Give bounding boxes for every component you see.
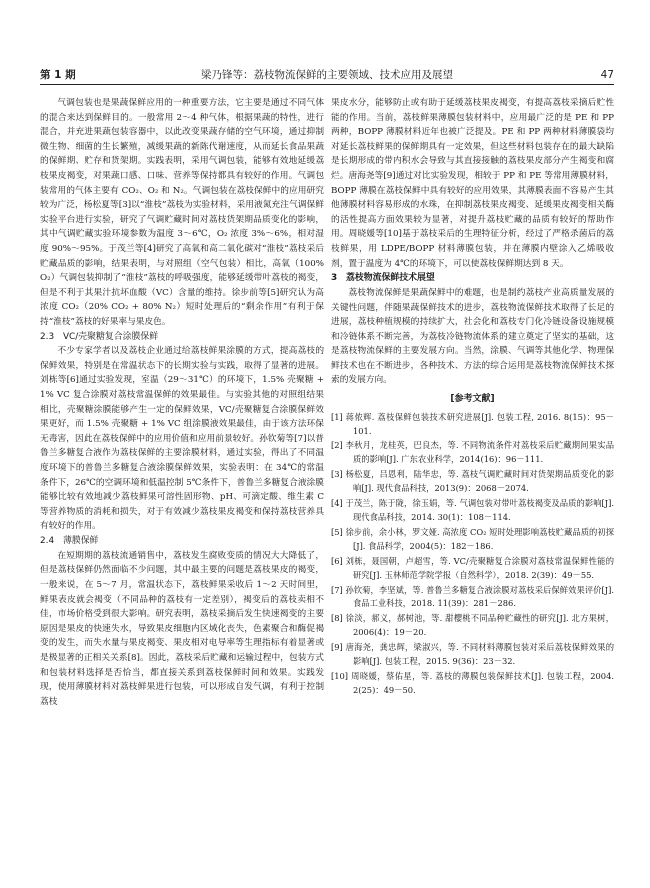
reference-text: 蒋侬辉. 荔枝保鲜包装技术研究进展[J]. 包装工程, 2016. 8(15)：95－101. xyxy=(345,411,615,436)
reference-number: [3] xyxy=(331,469,343,480)
section-heading: 2.3 VC/壳聚糖复合涂膜保鲜 xyxy=(40,331,159,342)
page-number: 47 xyxy=(600,69,614,81)
reference-item xyxy=(331,468,614,496)
reference-item xyxy=(331,555,614,583)
reference-item xyxy=(331,641,614,669)
reference-item xyxy=(331,411,614,439)
reference-item xyxy=(331,439,614,467)
paragraph: 气调包装也是果蔬保鲜应用的一种重要方法，它主要是通过不同气体的混合来达到保鲜目的。一般常用 2～4 种气体，根据果蔬的特性，进行混合，并充进果蔬包装容器中，以此改变果蔬存储的空气环境，通过抑制微生物、细菌的生长繁殖，减缓果蔬的新陈代谢速度，从而延长食品果蔬的保鲜期、贮存和货架期。实践表明，采用气调包装，能够有效地延缓荔枝果皮褐变，对果蔬口感、口味、营养等保持都具有较好的作用。气调包装常用的气体主要有 CO₂、O₂ 和 N₂。气调包装在荔枝保鲜中的应用研究较为广泛，杨松夏等[3]以“淮枝”荔枝为实验材料，采用液氮充注气调保鲜实验平台进行实验，研究了气调贮藏时间对荔枝货架期品质变化的影响，其中气调贮藏实验环境参数为温度 3～6℃，O₂ 浓度 3%～6%，相对湿度 90%～95%。于茂兰等[4]研究了高氧和高二氧化碳对“淮枝”荔枝采后贮藏品质的影响，结果表明，与对照组（空气包装）相比，高氧（100% O₂）气调包装抑制了“淮枝”荔枝的呼吸强度，能够延缓带叶荔枝的褐变，但是不利于其果汁抗坏血酸（VC）含量的维持。徐步前等[5]研究认为高浓度 CO₂（20% CO₂ + 80% N₂）短时处理后的“剩余作用”有利于保持“淮枝”荔枝的好果率与果皮色。 xyxy=(40,98,324,327)
reference-number: [2] xyxy=(331,440,343,451)
issue-label: 第 1 期 xyxy=(40,69,76,81)
paragraph: 果皮水分，能够防止或有助于延缓荔枝果皮褐变，有提高荔枝采摘后贮性能的作用。当前，荔枝鲜果薄膜包装材料中，应用最广泛的是 PE 和 PP 两种，BOPP 薄膜材料近年也被广泛提及。PE 和 PP 两种材料薄膜袋均对延长荔枝鲜果的保鲜期具有一定效果，但这些材料包装存在的最大缺陷是长期形成的带内积水会导致与其直接接触的荔枝果皮部分产生褐变和腐烂。唐海尧等[9]通过对比实验发现，相较于 PP 和 PE 等常用薄膜材料，BOPP 薄膜在荔枝保鲜中具有较好的应用效果，其薄膜表面不容易产生其他薄膜材料容易形成的水珠，在抑制荔枝果皮褐变、延缓果皮褐变相关酶的活性提高方面效果较为显著，对提升荔枝贮藏的品质有较好的帮助作用。周晓媛等[10]基于荔枝采后的生理特征分析，经过了严格杀菌后的荔枝鲜果，用 LDPE/BOPP 材料薄膜包装，并在薄膜内壁涂入乙烯吸收剂，置于温度为 4℃的环境下，可以使荔枝保鲜期达到 8 天。 xyxy=(331,98,614,269)
reference-text: 于茂兰，陈于陇，徐玉娟，等. 气调包装对带叶荔枝褐变及品质的影响[J]. 现代食品科技，2014. 30(1)：108－114. xyxy=(345,498,614,523)
header-rule xyxy=(40,84,614,85)
reference-text: 杨松夏，吕恩利，陆华忠，等. 荔枝气调贮藏时间对货架期品质变化的影响[J]. 现代食品科技，2013(9)：2068－2074. xyxy=(345,469,615,494)
reference-text: 徐步前，余小林，罗文娅. 高浓度 CO₂ 短时处理影响荔枝贮藏品质的初探[J]. 食品科学，2004(5)：182－186. xyxy=(345,526,614,551)
reference-text: 孙钦菊，李坚斌，等. 普鲁兰多糖复合液涂膜对荔枝采后保鲜效果评价[J]. 食品工业科技，2018. 11(39)：281－286. xyxy=(345,584,614,609)
reference-text: 李秋月，龙桂英，巴良杰，等. 不同物流条件对荔枝采后贮藏期间果实品质的影响[J]. 广东农业科学，2014(16)：96－111. xyxy=(345,440,615,465)
reference-item xyxy=(331,497,614,525)
references-title: [参考文献] xyxy=(450,394,495,405)
reference-number: [5] xyxy=(331,526,343,537)
reference-text: 唐海尧，龚忠辉，梁淑兴，等. 不同材料薄膜包装对采后荔枝保鲜效果的影响[J]. 包装工程，2015. 9(36)：23－32. xyxy=(345,642,615,667)
paragraph: 不少专家学者以及荔枝企业通过给荔枝鲜果涂膜的方式，提高荔枝的保鲜效果，特别是在常温状态下的长期实验与实践，取得了显著的进展。刘栋等[6]通过实验发现，室温（29～31℃）的环境下，1.5% 壳聚糖 + 1% VC 复合涂膜对荔枝常温保鲜的效果最佳。与实验其他的对照组结果相比，壳聚糖涂膜能够产生一定的保鲜效果，VC/壳聚糖复合涂膜保鲜效果更好，而 1.5% 壳聚糖 + 1% VC 组涂膜液效果最佳，由于该方法环保无毒害，因此在荔枝保鲜中的应用价值和应用前景较好。孙钦菊等[7]以普鲁兰多糖复合液作为荔枝保鲜的主要涂膜材料，通过实验，得出了不同温度环境下的普鲁兰多糖复合液涂膜保鲜效果，实验表明：在 34℃的常温条件下，26℃的空调环境和低温控制 5℃条件下，普鲁兰多糖复合液涂膜能够比较有效地减少荔枝鲜果可溶性固形物、pH、可滴定酸、维生素 C 等营养物质的消耗和损失，对于有效减少荔枝果皮褐变和保持荔枝营养具有较好的作用。 xyxy=(40,346,324,532)
reference-text: 周晓媛，蔡佑星，等. 荔枝的薄膜包装保鲜技术[J]. 包装工程，2004. 2(25)：49－50. xyxy=(351,670,614,695)
left-column xyxy=(40,96,324,709)
reference-item xyxy=(331,584,614,612)
reference-number: [9] xyxy=(331,642,343,653)
reference-text: 徐淡，郝义，郝树池，等. 甜樱桃不同品种贮藏性的研究[J]. 北方果树，2006(4)：19－20. xyxy=(345,613,614,638)
reference-number: [6] xyxy=(331,555,343,566)
reference-item xyxy=(331,526,614,554)
reference-item xyxy=(331,612,614,640)
reference-item xyxy=(331,670,614,698)
reference-number: [4] xyxy=(331,498,343,509)
section-heading: 3 荔枝物流保鲜技术展望 xyxy=(331,273,435,284)
reference-number: [8] xyxy=(331,613,343,624)
reference-number: [1] xyxy=(331,411,343,422)
reference-number: [10] xyxy=(331,670,349,681)
right-column xyxy=(331,96,614,699)
section-heading: 2.4 薄膜保鲜 xyxy=(40,536,99,547)
reference-list xyxy=(331,411,614,698)
reference-number: [7] xyxy=(331,584,343,595)
running-header xyxy=(40,67,614,83)
paragraph: 荔枝物流保鲜是果蔬保鲜中的难题，也是制约荔枝产业高质量发展的关键性问题，伴随果蔬保鲜技术的进步，荔枝物流保鲜技术取得了长足的进展，荔枝种植规模的持续扩大，社会化和荔枝专门化冷链设备设施规模和冷链体系不断完善，为荔枝冷链物流体系的建立奠定了坚实的基础，这是荔枝物流保鲜的主要发展方向。当然，涂膜、气调等其他化学、物理保鲜技术也在不断进步，各种技术、方法的综合运用是荔枝物流保鲜技术探索的发展方向。 xyxy=(331,287,614,386)
running-title: 梁乃锋等：荔枝物流保鲜的主要领域、技术应用及展望 xyxy=(201,69,453,81)
reference-text: 刘栋，聂国朝，卢超雪，等. VC/壳聚糖复合涂膜对荔枝常温保鲜性能的研究[J]. 玉林师范学院学报（自然科学），2018. 2(39)：49－55. xyxy=(345,555,614,580)
paragraph: 在短期期的荔枝流通销售中，荔枝发生腐败变质的情况大大降低了，但是荔枝保鲜仍然面临不少问题，其中最主要的问题是荔枝果皮的褐变，一般来说，在 5～7 月，常温状态下，荔枝鲜果采收后 1～2 天时间里，鲜果表皮就会褐变（不同品种的荔枝有一定差别），褐变后的荔枝卖相不佳，市场价格受到很大影响。研究表明，荔枝采摘后发生快速褐变的主要原因是果皮的快速失水，导致果皮细胞内区域化丧失，色素聚合和酶促褐变的发生，而失水量与果皮褐变、果皮相对电导率等生理指标有着显著或是极显著的正相关关系[8]。因此，荔枝采后贮藏和运输过程中，包装方式和包装材料选择是否恰当，都直接关系到荔枝保鲜时间和效果。实践发现，使用薄膜材料对荔枝鲜果进行包装，可以形成自发气调，有利于控制荔枝 xyxy=(40,550,324,707)
